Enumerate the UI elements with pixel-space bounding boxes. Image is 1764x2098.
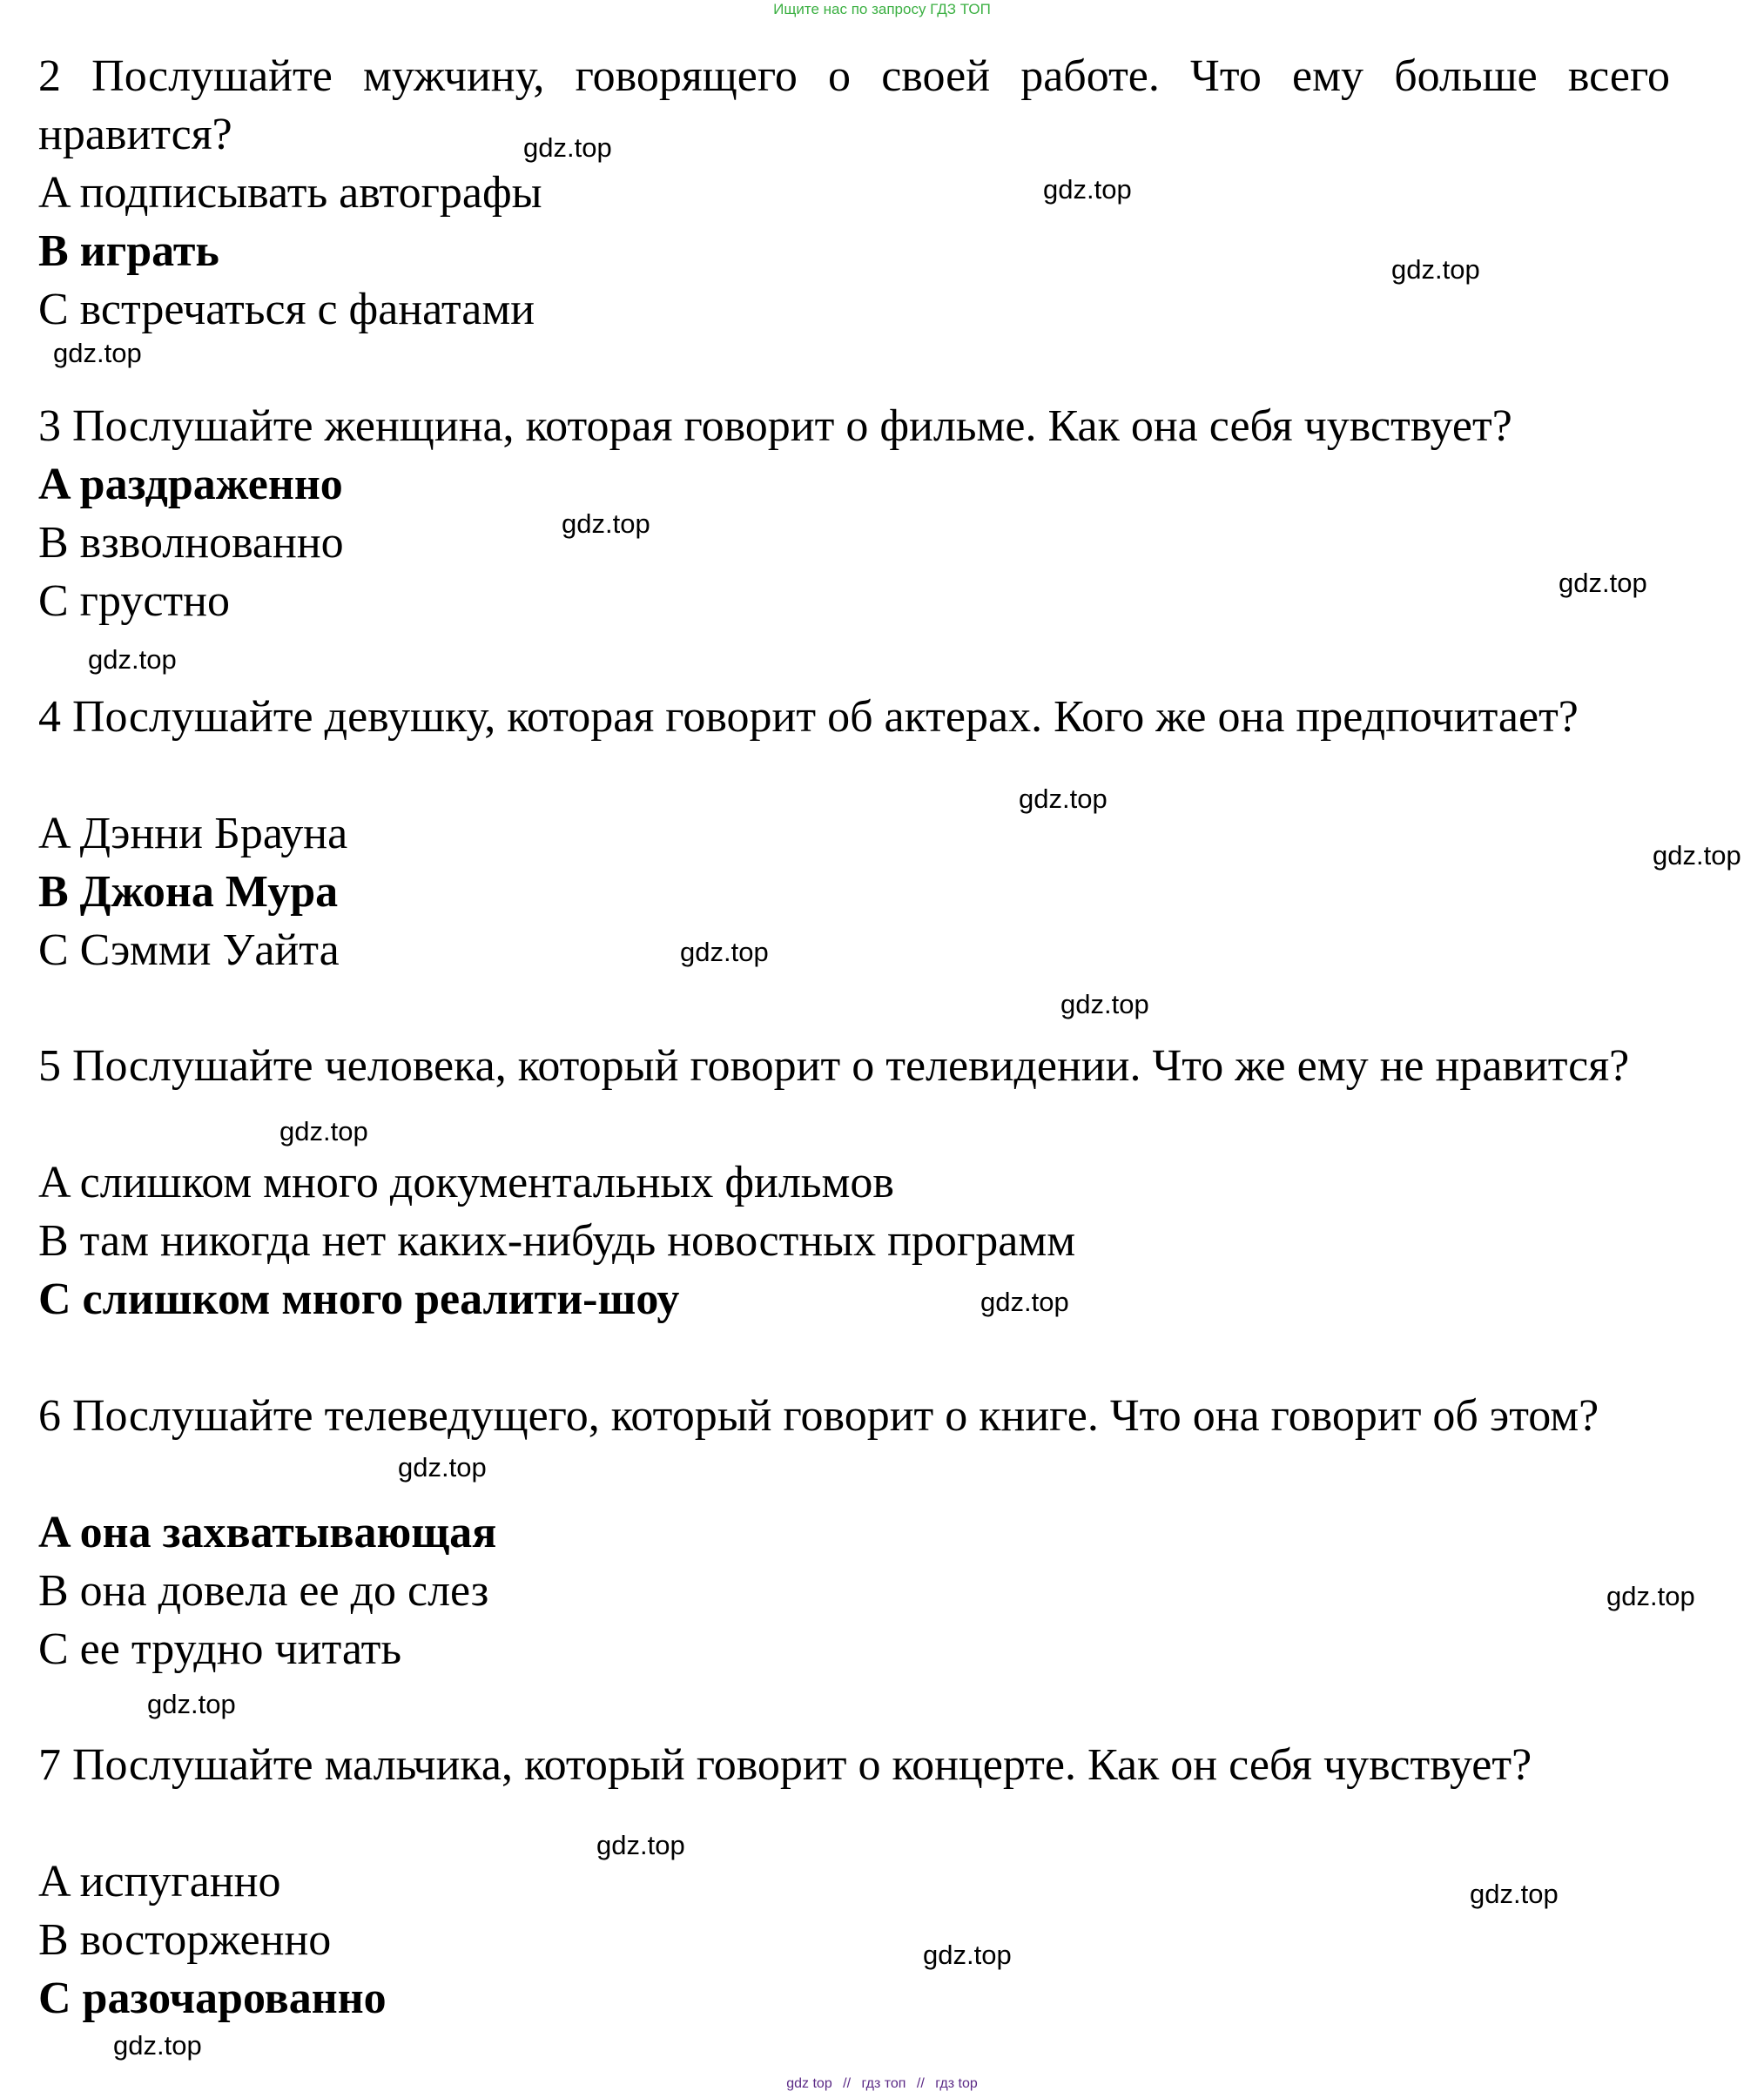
question-3-option-a-answer: A раздраженно bbox=[38, 460, 343, 509]
watermark: gdz.top bbox=[147, 1689, 236, 1719]
watermark: gdz.top bbox=[53, 338, 142, 368]
question-6-text: 6 Послушайте телеведущего, который говорит о книге. Что она говорит об этом? bbox=[38, 1391, 1599, 1441]
watermark: gdz.top bbox=[523, 132, 612, 163]
watermark: gdz.top bbox=[596, 1830, 685, 1860]
footer bbox=[0, 2075, 1764, 2093]
question-5-option-a: A слишком много документальных фильмов bbox=[38, 1158, 894, 1207]
watermark: gdz.top bbox=[1559, 568, 1647, 598]
top-banner: Ищите нас по запросу ГДЗ ТОП bbox=[773, 1, 991, 17]
question-4-option-b-answer: B Джона Мура bbox=[38, 867, 339, 917]
question-5-option-c-answer: C слишком много реалити-шоу bbox=[38, 1274, 680, 1324]
question-5-option-b: B там никогда нет каких-нибудь новостных программ bbox=[38, 1216, 1076, 1266]
question-6-option-c: C ее трудно читать bbox=[38, 1624, 402, 1674]
question-2-option-a: A подписывать автографы bbox=[38, 168, 542, 218]
question-4-option-c: C Сэмми Уайта bbox=[38, 925, 340, 975]
watermark: gdz.top bbox=[1391, 254, 1480, 285]
question-4-text: 4 Послушайте девушку, которая говорит об актерах. Кого же она предпочитает? bbox=[38, 692, 1579, 742]
question-7-text: 7 Послушайте мальчика, который говорит о концерте. Как он себя чувствует? bbox=[38, 1740, 1532, 1790]
watermark: gdz.top bbox=[113, 2030, 202, 2061]
question-7-option-a: A испуганно bbox=[38, 1857, 281, 1906]
watermark: gdz.top bbox=[1653, 840, 1741, 871]
footer-separator: // bbox=[916, 2076, 925, 2091]
watermark: gdz.top bbox=[923, 1940, 1012, 1970]
question-2-text: 2 Послушайте мужчину, говорящего о своей работе. Что ему больше всего нравится? bbox=[38, 51, 1670, 159]
watermark: gdz.top bbox=[279, 1116, 368, 1147]
watermark: gdz.top bbox=[88, 644, 177, 675]
question-3-option-b: B взволнованно bbox=[38, 518, 344, 568]
watermark: gdz.top bbox=[398, 1452, 487, 1483]
question-7-option-b: B восторженно bbox=[38, 1915, 332, 1965]
watermark: gdz.top bbox=[1470, 1879, 1559, 1909]
question-2-option-b-answer: B играть bbox=[38, 226, 219, 276]
watermark: gdz.top bbox=[562, 508, 650, 539]
watermark: gdz.top bbox=[1060, 989, 1149, 1019]
question-7-option-c-answer: C разочарованно bbox=[38, 1974, 387, 2023]
question-2-option-c: C встречаться с фанатами bbox=[38, 285, 535, 334]
footer-item: gdz top bbox=[786, 2076, 832, 2091]
watermark: gdz.top bbox=[1019, 783, 1108, 814]
watermark: gdz.top bbox=[1606, 1581, 1695, 1611]
watermark: gdz.top bbox=[1043, 174, 1132, 205]
footer-separator: // bbox=[843, 2076, 852, 2091]
watermark: gdz.top bbox=[680, 937, 769, 967]
question-3-text: 3 Послушайте женщина, которая говорит о фильме. Как она себя чувствует? bbox=[38, 401, 1512, 451]
footer-item: гдз топ bbox=[861, 2076, 906, 2091]
question-4-option-a: A Дэнни Брауна bbox=[38, 809, 348, 858]
question-6-option-b: B она довела ее до слез bbox=[38, 1566, 489, 1616]
watermark: gdz.top bbox=[980, 1287, 1069, 1317]
question-5-text: 5 Послушайте человека, который говорит о телевидении. Что же ему не нравится? bbox=[38, 1041, 1630, 1091]
question-6-option-a-answer: A она захватывающая bbox=[38, 1508, 497, 1557]
question-3-option-c: C грустно bbox=[38, 576, 230, 626]
footer-item: гдз top bbox=[935, 2076, 978, 2091]
